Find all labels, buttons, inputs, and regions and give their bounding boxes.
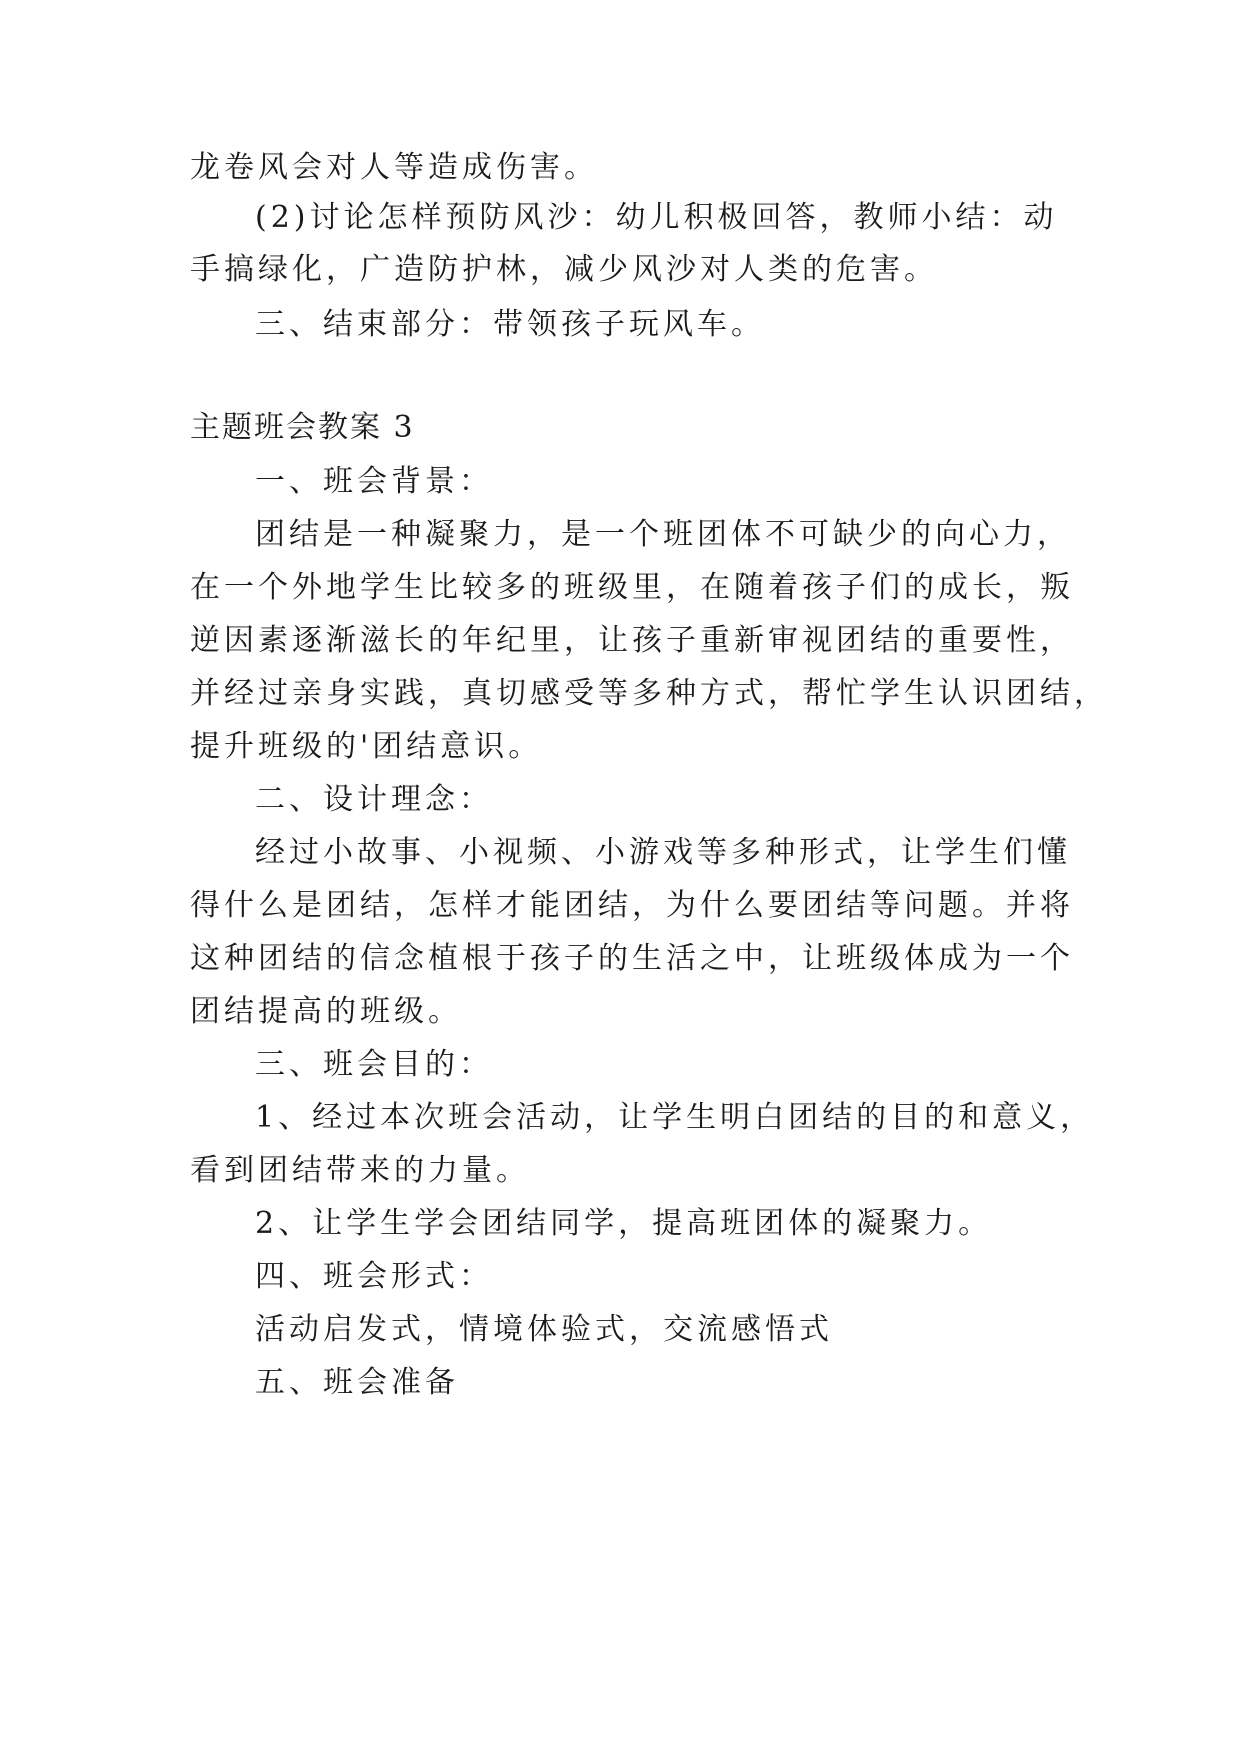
paragraph-line: 并经过亲身实践，真切感受等多种方式，帮忙学生认识团结，	[190, 676, 1108, 711]
paragraph-line: 经过小故事、小视频、小游戏等多种形式，让学生们懂	[255, 835, 1071, 870]
paragraph-line: 得什么是团结，怎样才能团结，为什么要团结等问题。并将	[190, 888, 1074, 923]
paragraph-line: 团结提高的班级。	[190, 994, 462, 1029]
paragraph-line: 逆因素逐渐滋长的年纪里，让孩子重新审视团结的重要性，	[190, 623, 1074, 658]
paragraph-line: 龙卷风会对人等造成伤害。	[190, 150, 598, 185]
paragraph-line: (2)讨论怎样预防风沙：幼儿积极回答，教师小结：动	[255, 200, 1058, 235]
section-heading: 四、班会形式：	[255, 1259, 493, 1294]
paragraph-line: 看到团结带来的力量。	[190, 1153, 530, 1188]
paragraph-line: 手搞绿化，广造防护林，减少风沙对人类的危害。	[190, 252, 938, 287]
paragraph-line: 1、经过本次班会活动，让学生明白团结的目的和意义，	[255, 1100, 1095, 1135]
paragraph-line: 团结是一种凝聚力，是一个班团体不可缺少的向心力，	[255, 517, 1071, 552]
section-heading: 三、班会目的：	[255, 1047, 493, 1082]
paragraph-line: 2、让学生学会团结同学，提高班团体的凝聚力。	[255, 1206, 993, 1241]
paragraph-line: 在一个外地学生比较多的班级里，在随着孩子们的成长，叛	[190, 570, 1074, 605]
paragraph-line: 这种团结的信念植根于孩子的生活之中，让班级体成为一个	[190, 941, 1074, 976]
paragraph-line: 提升班级的'团结意识。	[190, 729, 543, 764]
paragraph-line: 活动启发式，情境体验式，交流感悟式	[255, 1312, 833, 1347]
section-title: 主题班会教案 3	[190, 410, 415, 445]
section-heading: 二、设计理念：	[255, 782, 493, 817]
section-heading: 一、班会背景：	[255, 464, 493, 499]
paragraph-line: 三、结束部分：带领孩子玩风车。	[255, 307, 765, 342]
section-heading: 五、班会准备	[255, 1365, 459, 1400]
